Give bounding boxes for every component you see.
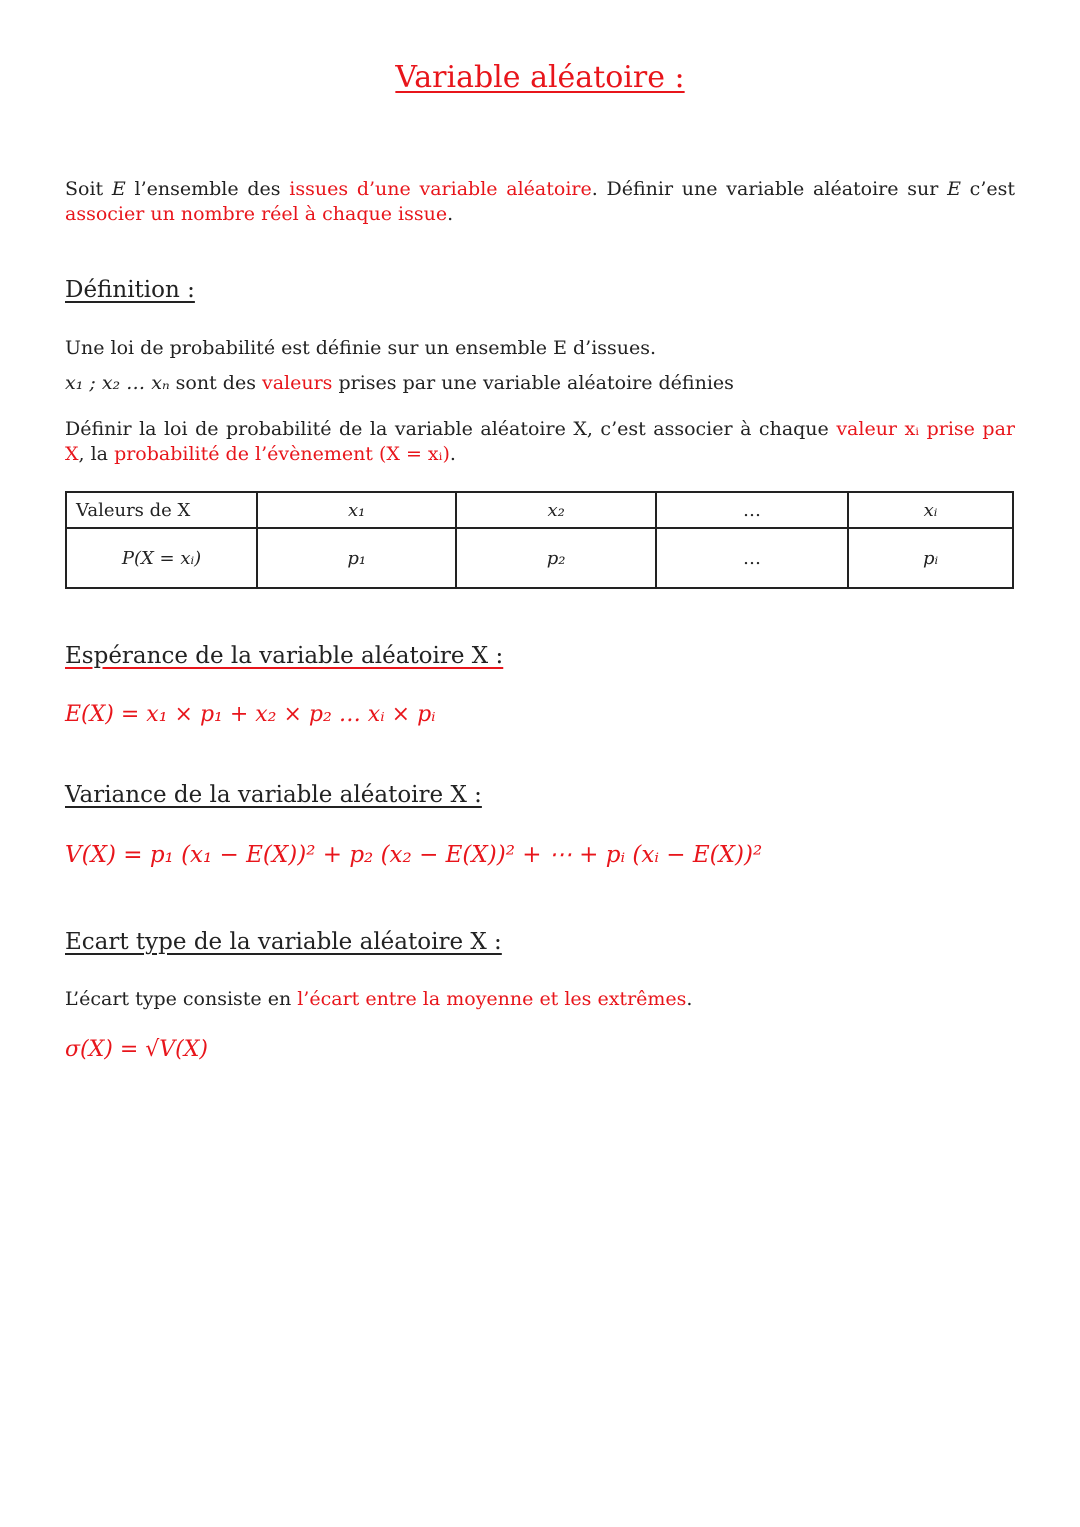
values-list: x₁ ; x₂ … xₙ	[65, 372, 170, 394]
definition-heading: Définition :	[65, 277, 195, 303]
intro-paragraph: Soit E l’ensemble des issues d’une variable aléatoire. Définir une variable aléatoire sur E c’est associer un nombre réel à chaque issue.	[65, 178, 1015, 225]
probability-law-table	[65, 491, 1014, 589]
table-cell: p₂	[456, 528, 655, 588]
esperance-formula: E(X) = x₁ × p₁ + x₂ × p₂ … xᵢ × pᵢ	[65, 702, 436, 727]
table-cell: Valeurs de X	[66, 492, 257, 528]
ecart-type-formula: σ(X) = √V(X)	[65, 1037, 208, 1062]
table-cell: x₁	[257, 492, 456, 528]
table-cell: xᵢ	[848, 492, 1013, 528]
table-cell: p₁	[257, 528, 456, 588]
intro-highlight-2: associer un nombre réel à chaque issue	[65, 203, 448, 225]
variance-formula: V(X) = p₁ (x₁ − E(X))² + p₂ (x₂ − E(X))² + ⋯ + pᵢ (xᵢ − E(X))²	[65, 842, 763, 868]
definition-line-2: x₁ ; x₂ … xₙ sont des valeurs prises par une variable aléatoire définies	[65, 372, 734, 394]
esperance-heading: Espérance de la variable aléatoire X :	[65, 643, 504, 669]
table-cell: …	[656, 492, 848, 528]
table-row-probabilities	[66, 528, 1013, 588]
ecart-type-text: L’écart type consiste en l’écart entre la moyenne et les extrêmes.	[65, 988, 693, 1010]
table-cell: x₂	[456, 492, 655, 528]
table-cell: pᵢ	[848, 528, 1013, 588]
definition-line-3: Définir la loi de probabilité de la variable aléatoire X, c’est associer à chaque valeur xᵢ prise par X, la probabilité de l’évènement (X = xᵢ).	[65, 418, 1015, 465]
page-title: Variable aléatoire :	[395, 60, 685, 95]
table-cell: P(X = xᵢ)	[66, 528, 257, 588]
table-row-values	[66, 492, 1013, 528]
intro-highlight-1: issues d’une variable aléatoire	[289, 178, 592, 200]
table-cell: …	[656, 528, 848, 588]
ecart-type-heading: Ecart type de la variable aléatoire X :	[65, 929, 502, 955]
variance-heading: Variance de la variable aléatoire X :	[65, 782, 482, 808]
definition-line-1: Une loi de probabilité est définie sur un ensemble E d’issues.	[65, 337, 657, 359]
